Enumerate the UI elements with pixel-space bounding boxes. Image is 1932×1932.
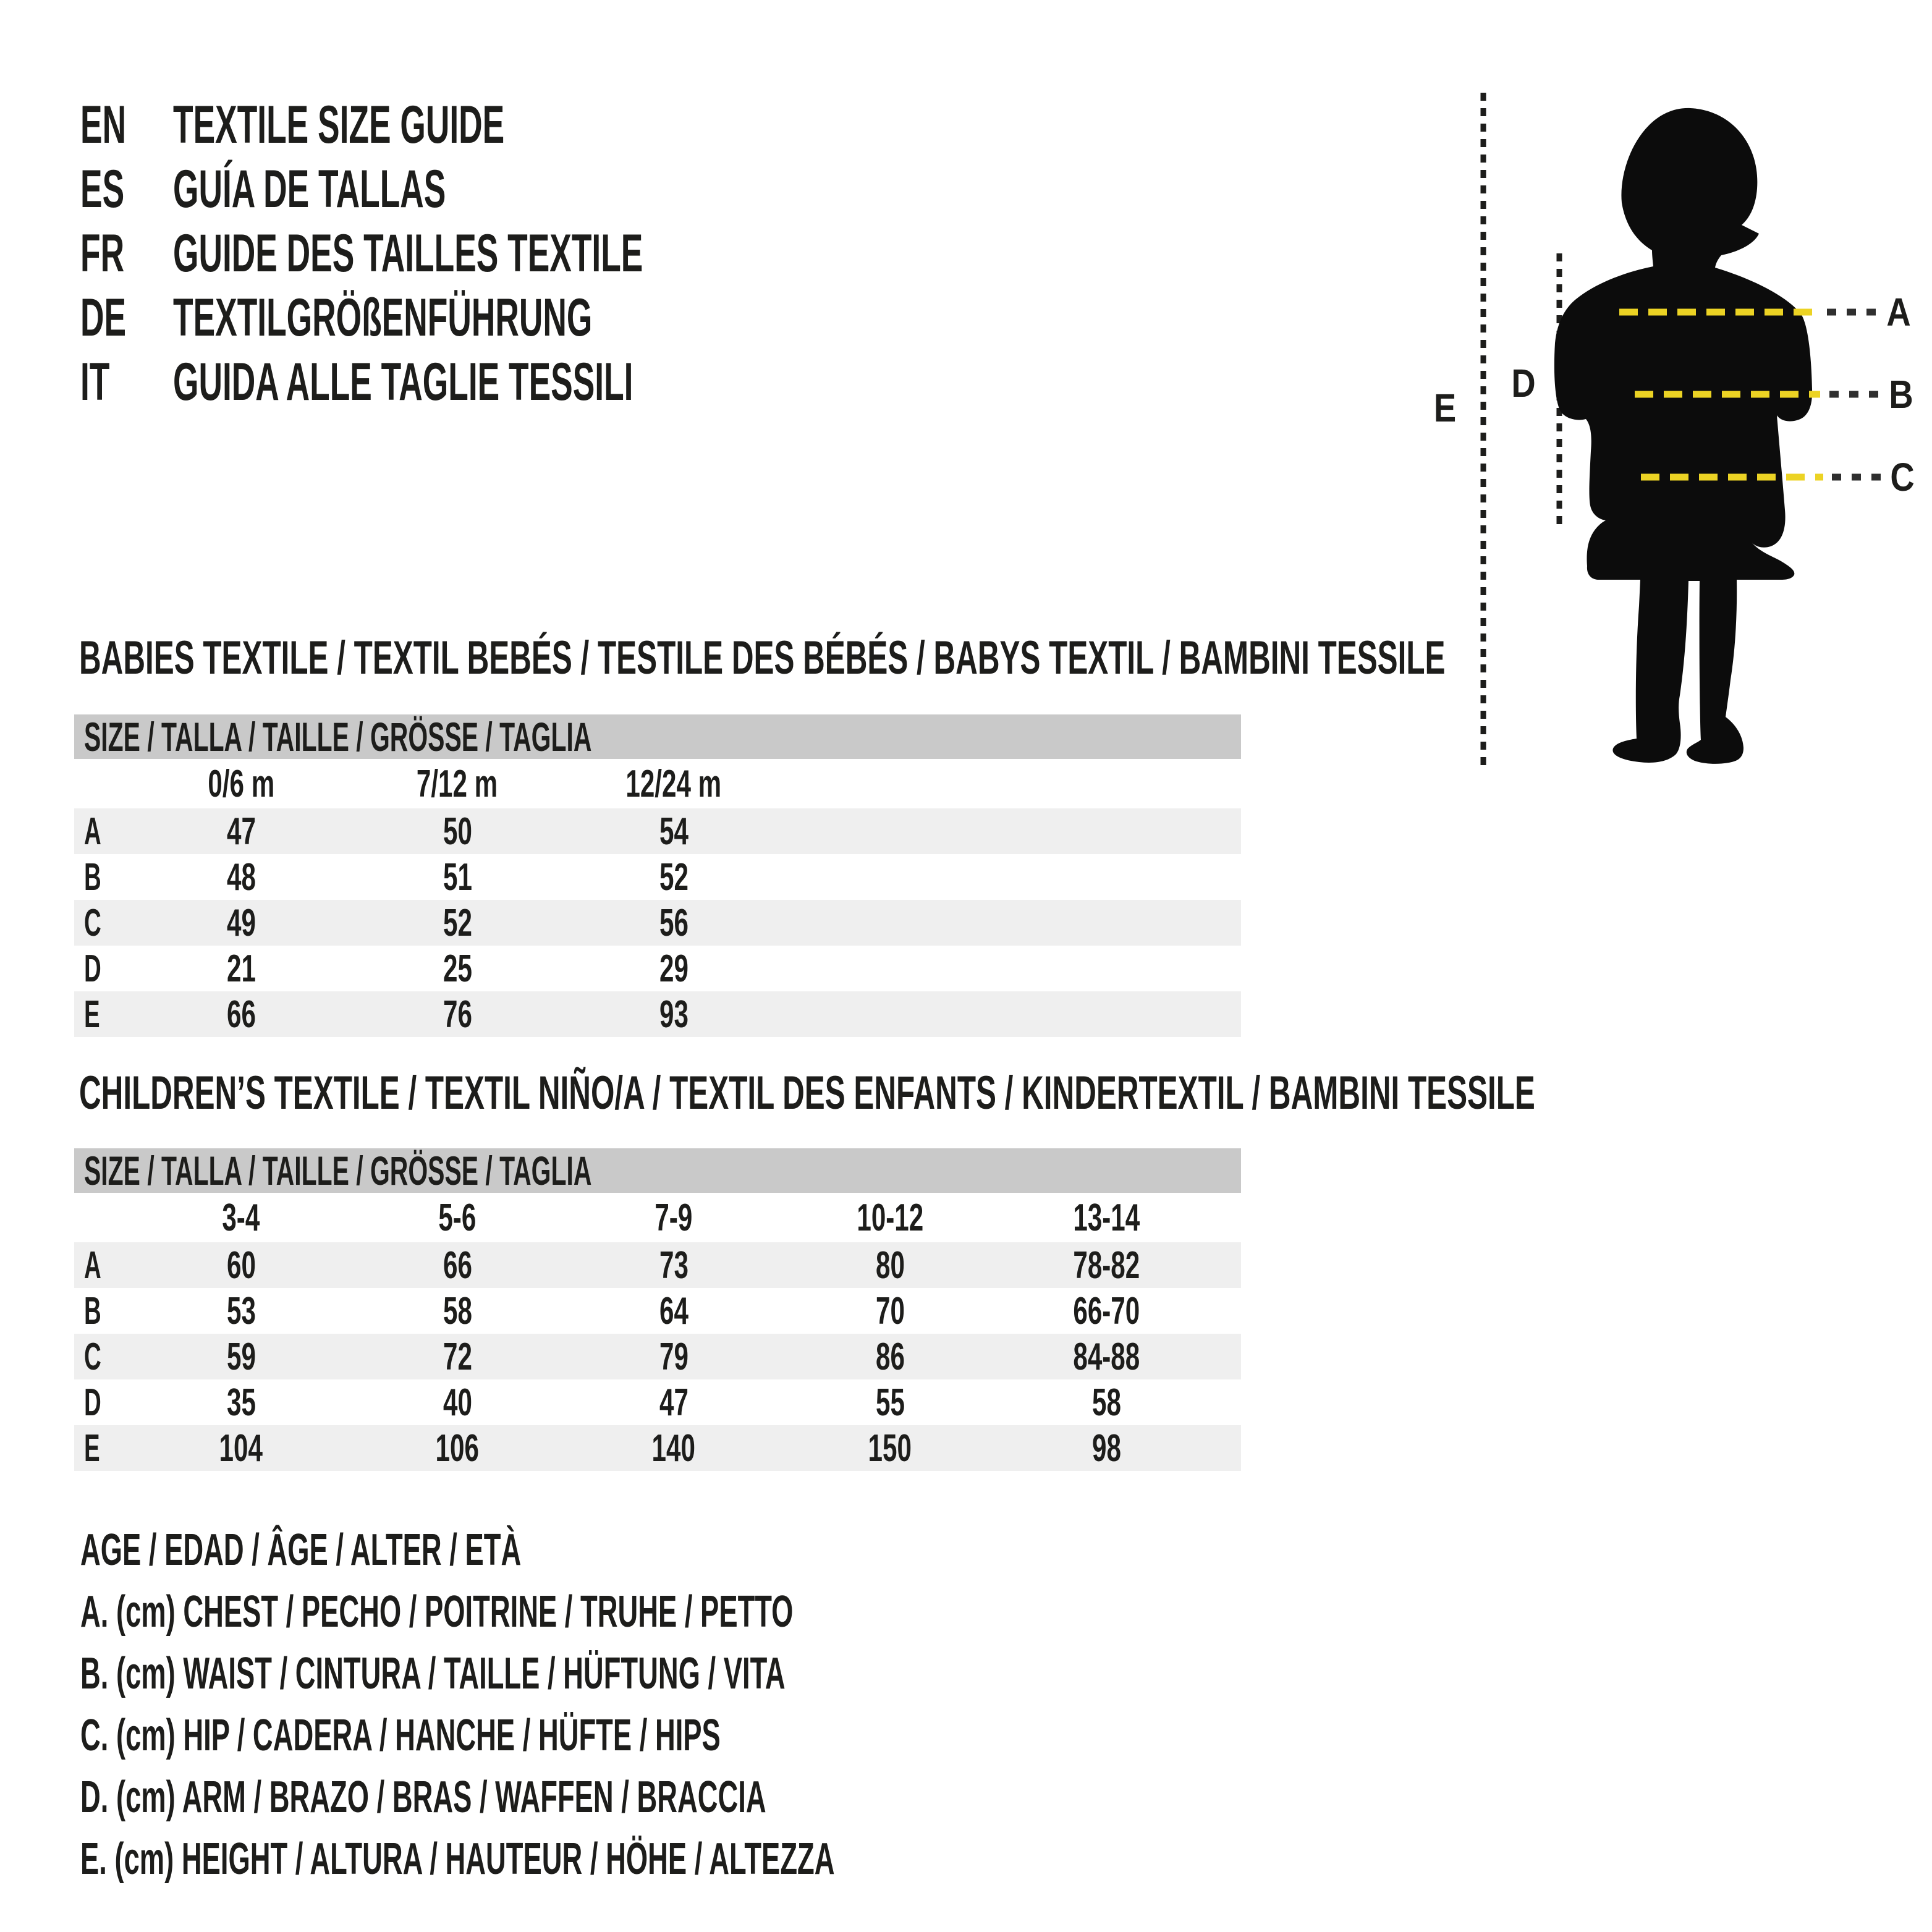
table-row-d bbox=[74, 946, 1241, 991]
table-cell: 64 bbox=[659, 1289, 688, 1332]
table-row-d bbox=[74, 1379, 1241, 1425]
table-cell: 29 bbox=[659, 947, 688, 990]
table-cell: 47 bbox=[226, 810, 256, 853]
language-title: GUIDE DES TAILLES TEXTILE bbox=[173, 224, 643, 283]
babies-column-header-row bbox=[74, 759, 1241, 808]
table-row-b bbox=[74, 1288, 1241, 1334]
table-cell: 50 bbox=[443, 810, 472, 853]
table-cell: 54 bbox=[659, 810, 688, 853]
column-header: 10-12 bbox=[857, 1196, 923, 1239]
table-cell: 47 bbox=[659, 1381, 688, 1424]
table-cell: 35 bbox=[226, 1381, 256, 1424]
table-cell: 52 bbox=[443, 901, 472, 944]
language-title: TEXTILGRÖßENFÜHRUNG bbox=[173, 288, 593, 347]
table-cell: 25 bbox=[443, 947, 472, 990]
row-label: B bbox=[84, 855, 101, 899]
row-label: A bbox=[84, 1244, 101, 1287]
column-header: 0/6 m bbox=[208, 762, 274, 805]
table-row-e bbox=[74, 1425, 1241, 1471]
babies-size-table bbox=[74, 714, 1241, 1037]
table-cell: 106 bbox=[435, 1426, 480, 1470]
table-row-a bbox=[74, 808, 1241, 854]
table-row-c bbox=[74, 900, 1241, 946]
child-silhouette-diagram bbox=[1409, 37, 1932, 810]
table-cell: 72 bbox=[443, 1335, 472, 1378]
table-cell: 140 bbox=[651, 1426, 696, 1470]
table-row-a bbox=[74, 1242, 1241, 1288]
hip-c-label: C bbox=[1890, 455, 1915, 499]
row-label: E bbox=[84, 993, 100, 1036]
height-e-label: E bbox=[1433, 386, 1457, 430]
babies-table-header: SIZE / TALLA / TAILLE / GRÖSSE / TAGLIA bbox=[74, 714, 1241, 759]
table-cell: 104 bbox=[219, 1426, 263, 1470]
table-cell: 60 bbox=[226, 1244, 256, 1287]
children-table-header: SIZE / TALLA / TAILLE / GRÖSSE / TAGLIA bbox=[74, 1148, 1241, 1193]
column-header: 7/12 m bbox=[417, 762, 498, 805]
language-code: EN bbox=[80, 95, 127, 155]
table-cell: 150 bbox=[868, 1426, 912, 1470]
language-code: ES bbox=[80, 159, 125, 219]
waist-b-label: B bbox=[1889, 372, 1913, 417]
language-code: DE bbox=[80, 288, 127, 347]
legend-age-line: AGE / EDAD / ÂGE / ALTER / ETÀ bbox=[80, 1525, 522, 1575]
table-row-e bbox=[74, 991, 1241, 1037]
row-label: D bbox=[84, 947, 101, 990]
table-cell: 76 bbox=[443, 993, 472, 1036]
children-section-heading: CHILDREN’S TEXTILE / TEXTIL NIÑO/A / TEXTIL DES ENFANTS / KINDERTEXTIL / BAMBINI TESSILE bbox=[79, 1067, 1535, 1119]
legend-chest-line: A. (cm) CHEST / PECHO / POITRINE / TRUHE / PETTO bbox=[80, 1587, 794, 1637]
chest-a-label: A bbox=[1886, 290, 1911, 334]
table-cell: 86 bbox=[875, 1335, 905, 1378]
table-cell: 58 bbox=[1091, 1381, 1121, 1424]
table-cell: 51 bbox=[443, 855, 472, 899]
legend-arm-line: D. (cm) ARM / BRAZO / BRAS / WAFFEN / BRACCIA bbox=[80, 1773, 766, 1822]
table-row-b bbox=[74, 854, 1241, 900]
row-label: C bbox=[84, 901, 101, 944]
table-cell: 70 bbox=[875, 1289, 905, 1332]
table-cell: 52 bbox=[659, 855, 688, 899]
table-cell: 98 bbox=[1091, 1426, 1121, 1470]
legend-height-line: E. (cm) HEIGHT / ALTURA / HAUTEUR / HÖHE / ALTEZZA bbox=[80, 1834, 835, 1884]
table-cell: 49 bbox=[226, 901, 256, 944]
table-cell: 40 bbox=[443, 1381, 472, 1424]
column-header: 13-14 bbox=[1073, 1196, 1140, 1239]
measurement-legend bbox=[80, 1519, 1277, 1890]
row-label: E bbox=[84, 1426, 100, 1470]
table-cell: 48 bbox=[226, 855, 256, 899]
table-cell: 56 bbox=[659, 901, 688, 944]
row-label: B bbox=[84, 1289, 101, 1332]
table-cell: 66 bbox=[226, 993, 256, 1036]
table-cell: 55 bbox=[875, 1381, 905, 1424]
table-cell: 84-88 bbox=[1073, 1335, 1140, 1378]
column-header: 3-4 bbox=[222, 1196, 260, 1239]
table-cell: 80 bbox=[875, 1244, 905, 1287]
children-column-header-row bbox=[74, 1193, 1241, 1242]
arm-d-label: D bbox=[1511, 361, 1536, 405]
language-title: GUÍA DE TALLAS bbox=[173, 159, 446, 219]
row-label: C bbox=[84, 1335, 101, 1378]
table-cell: 21 bbox=[226, 947, 256, 990]
table-cell: 59 bbox=[226, 1335, 256, 1378]
legend-hip-line: C. (cm) HIP / CADERA / HANCHE / HÜFTE / HIPS bbox=[80, 1711, 721, 1760]
table-cell: 93 bbox=[659, 993, 688, 1036]
table-cell: 66-70 bbox=[1073, 1289, 1140, 1332]
children-size-table bbox=[74, 1148, 1241, 1471]
table-cell: 79 bbox=[659, 1335, 688, 1378]
language-code: FR bbox=[80, 224, 125, 283]
table-cell: 53 bbox=[226, 1289, 256, 1332]
table-cell: 78-82 bbox=[1073, 1244, 1140, 1287]
language-title: TEXTILE SIZE GUIDE bbox=[173, 95, 505, 155]
language-code: IT bbox=[80, 352, 110, 412]
measurement-figure bbox=[1409, 37, 1932, 810]
babies-section-heading: BABIES TEXTILE / TEXTIL BEBÉS / TESTILE DES BÉBÉS / BABYS TEXTIL / BAMBINI TESSILE bbox=[79, 632, 1446, 684]
table-row-c bbox=[74, 1334, 1241, 1379]
language-title: GUIDA ALLE TAGLIE TESSILI bbox=[173, 352, 633, 412]
table-cell: 58 bbox=[443, 1289, 472, 1332]
legend-waist-line: B. (cm) WAIST / CINTURA / TAILLE / HÜFTUNG / VITA bbox=[80, 1649, 786, 1698]
row-label: D bbox=[84, 1381, 101, 1424]
row-label: A bbox=[84, 810, 101, 853]
column-header: 5-6 bbox=[438, 1196, 477, 1239]
table-cell: 73 bbox=[659, 1244, 688, 1287]
column-header: 7-9 bbox=[655, 1196, 693, 1239]
column-header: 12/24 m bbox=[625, 762, 722, 805]
table-cell: 66 bbox=[443, 1244, 472, 1287]
